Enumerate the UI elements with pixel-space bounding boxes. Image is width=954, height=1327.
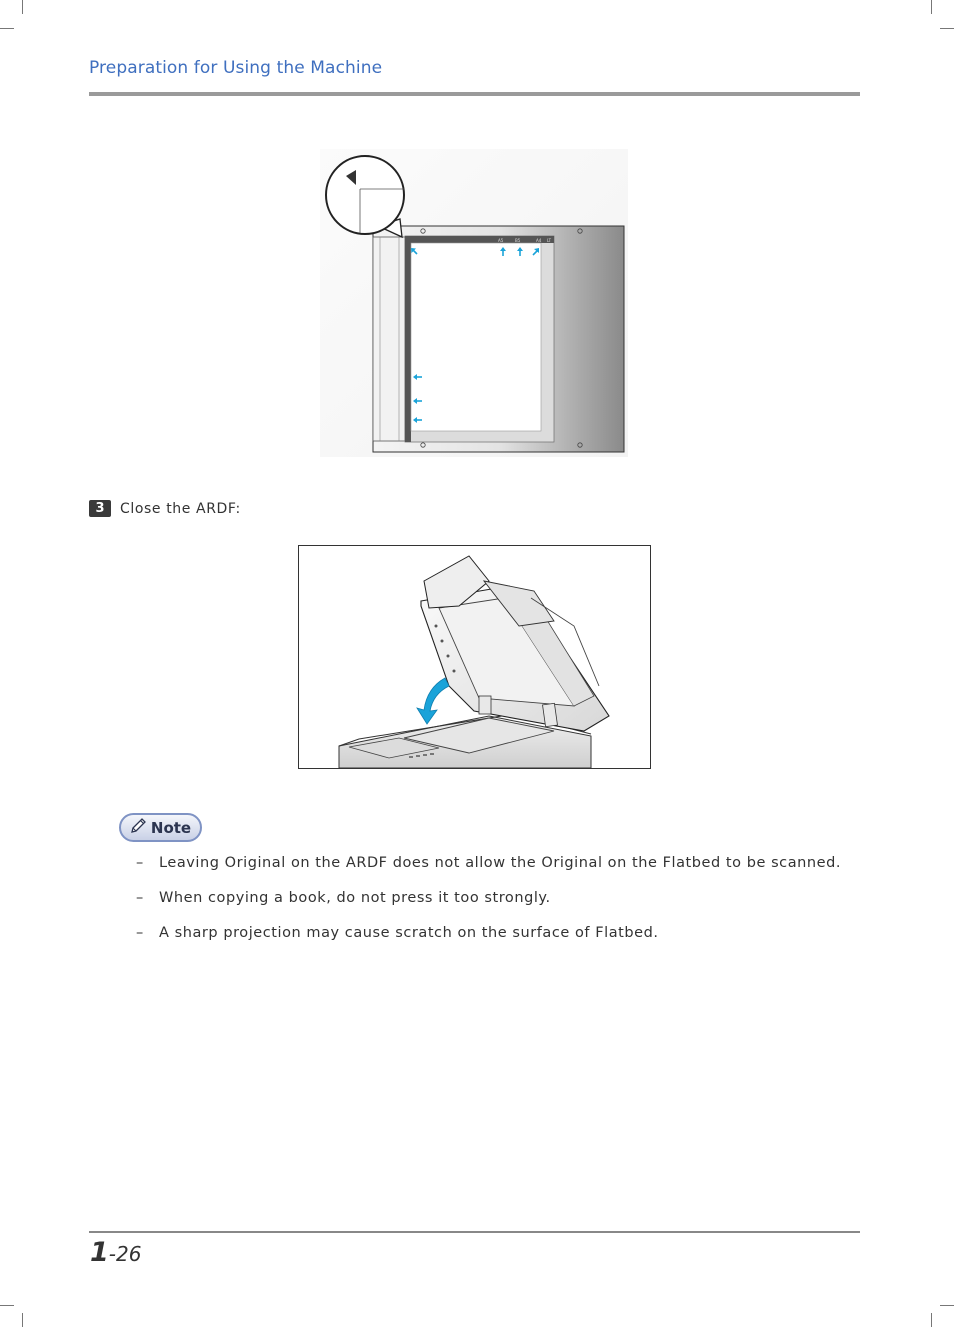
list-dash: – <box>136 890 144 906</box>
footer-rule <box>89 1231 860 1233</box>
chapter-number: 1 <box>90 1237 109 1268</box>
page-number <box>90 1237 141 1268</box>
list-dash: – <box>136 925 144 941</box>
page-header-title: Preparation for Using the Machine <box>89 58 383 78</box>
crop-mark <box>940 1305 954 1306</box>
list-item <box>136 923 841 958</box>
scale-label-a4: A4 <box>536 238 542 243</box>
note-text: When copying a book, do not press it too strongly. <box>159 890 551 906</box>
note-label: Note <box>150 818 192 837</box>
scale-label-lt: LT <box>547 238 552 243</box>
crop-mark <box>22 1313 23 1327</box>
crop-mark <box>0 1305 14 1306</box>
page-index: -26 <box>108 1242 142 1266</box>
list-item <box>136 888 841 923</box>
list-dash: – <box>136 855 144 871</box>
pencil-icon <box>130 818 148 838</box>
header-rule <box>89 92 860 96</box>
scale-label-a5: A5 <box>498 238 504 243</box>
crop-mark <box>940 28 954 29</box>
crop-mark <box>0 28 14 29</box>
list-item <box>136 853 841 888</box>
step-number-badge: 3 <box>89 500 111 517</box>
note-badge <box>119 813 202 842</box>
note-text: Leaving Original on the ARDF does not allow the Original on the Flatbed to be scanned. <box>159 855 842 871</box>
close-direction-arrow-icon <box>417 678 449 724</box>
step-text: Close the ARDF: <box>120 500 241 517</box>
crop-mark <box>931 1313 932 1327</box>
close-ardf-figure <box>298 545 651 769</box>
note-list <box>136 853 841 958</box>
scale-label-b5: B5 <box>515 238 521 243</box>
crop-mark <box>931 0 932 14</box>
crop-mark <box>22 0 23 14</box>
flatbed-placement-figure <box>320 149 628 457</box>
step-instruction <box>89 500 241 517</box>
note-text: A sharp projection may cause scratch on the surface of Flatbed. <box>159 925 659 941</box>
